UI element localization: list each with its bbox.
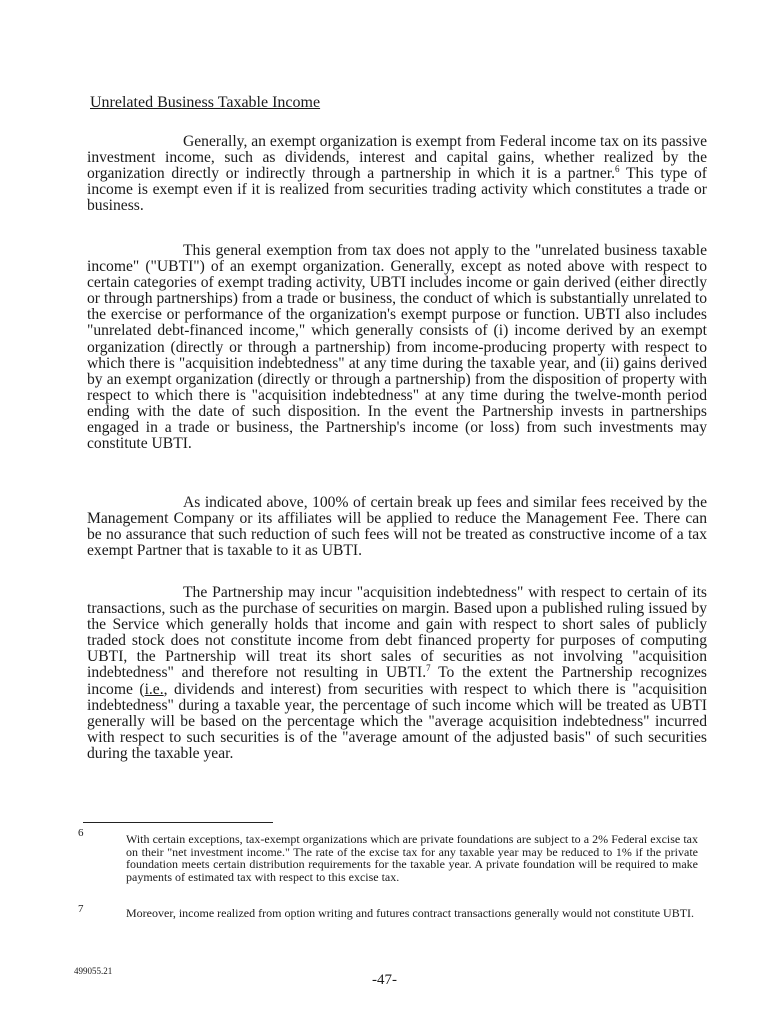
p1-text-cont: This type of income is exempt even if it is realized from securities trading activity which constitutes a trade or business.: [87, 165, 707, 215]
paragraph-exempt-income: [87, 134, 707, 214]
footnote-7-text: Moreover, income realized from option writing and futures contract transactions generally would not constitute UBTI.: [126, 906, 695, 920]
footnote-ref-7: 7: [426, 663, 431, 674]
p3-text: As indicated above, 100% of certain break up fees and similar fees received by the Management Company or its affiliates will be applied to reduce the Management Fee. There can be no assurance that such reduction of such fees will not be treated as constructive income of a tax exempt Partner that is taxable to it as UBTI.: [87, 494, 707, 560]
page-number: -47-: [372, 972, 397, 988]
paragraph-break-up-fees: [87, 495, 707, 559]
ie-abbreviation: i.e.: [144, 680, 164, 698]
document-id: 499055.21: [74, 966, 113, 976]
footnote-7-number: 7: [78, 903, 84, 915]
footnote-6-text: With certain exceptions, tax-exempt organizations which are private foundations are subject to a 2% Federal excise tax on their "net investment income." The rate of the excise tax for any taxable year may be reduced to 1% if the private foundation meets certain distribution requirements for the taxable year. A private foundation will be required to make payments of estimated tax with respect to this excise tax.: [126, 832, 698, 884]
p4-text-end: , dividends and interest) from securities with respect to which there is "acquisition indebtedness" during a taxable year, the percentage of such income which will be treated as UBTI generally will be based on the percentage which the "average acquisition indebtedness" incurred with respect to such securities is of the "average amount of the adjusted basis" of such securities during the taxable year.: [87, 680, 707, 762]
section-heading: Unrelated Business Taxable Income: [90, 94, 321, 111]
footnote-6-number: 6: [78, 827, 84, 839]
paragraph-acquisition-indebtedness: [87, 585, 707, 762]
p4-text-mid: To the extent the Partnership recognizes income (: [87, 664, 707, 698]
footnote-ref-6: 6: [614, 164, 620, 174]
p4-text: The Partnership may incur "acquisition indebtedness" with respect to certain of its transactions, such as the purchase of securities on margin. Based upon a published ruling issued by the Service which generally holds that income and gain with respect to short sales of publicly traded stock does not constitute income from debt financed property for purposes of computing UBTI, the Partnership will treat its short sales of securities as not involving "acquisition indebtedness" and therefore not resulting in UBTI.: [87, 584, 707, 682]
p1-text: Generally, an exempt organization is exempt from Federal income tax on its passive investment income, such as dividends, interest and capital gains, whether realized by the organization directly or indirectly through a partnership in which it is a partner.: [87, 133, 707, 183]
p2-text: This general exemption from tax does not apply to the "unrelated business taxable income" ("UBTI") of an exempt organization. Generally, except as noted above with respect to certain categories of exempt trading activity, UBTI includes income or gain derived (either directly or through partnerships) from a trade or business, the conduct of which is substantially unrelated to the exercise or performance of the organization's exempt purpose or function. UBTI also includes "unrelated debt-financed income," which generally consists of (i) income derived by an exempt organization (directly or through a partnership) from income-producing property with respect to which there is "acquisition indebtedness" at any time during the taxable year, and (ii) gains derived by an exempt organization (directly or through a partnership) from the disposition of property with respect to which there is "acquisition indebtedness" at any time during the twelve-month period ending with the date of such disposition. In the event the Partnership invests in partnerships engaged in a trade or business, the Partnership's income (or loss) from such investments may constitute UBTI.: [87, 242, 707, 453]
footnote-divider: [83, 822, 273, 823]
paragraph-ubti-definition: [87, 243, 707, 452]
